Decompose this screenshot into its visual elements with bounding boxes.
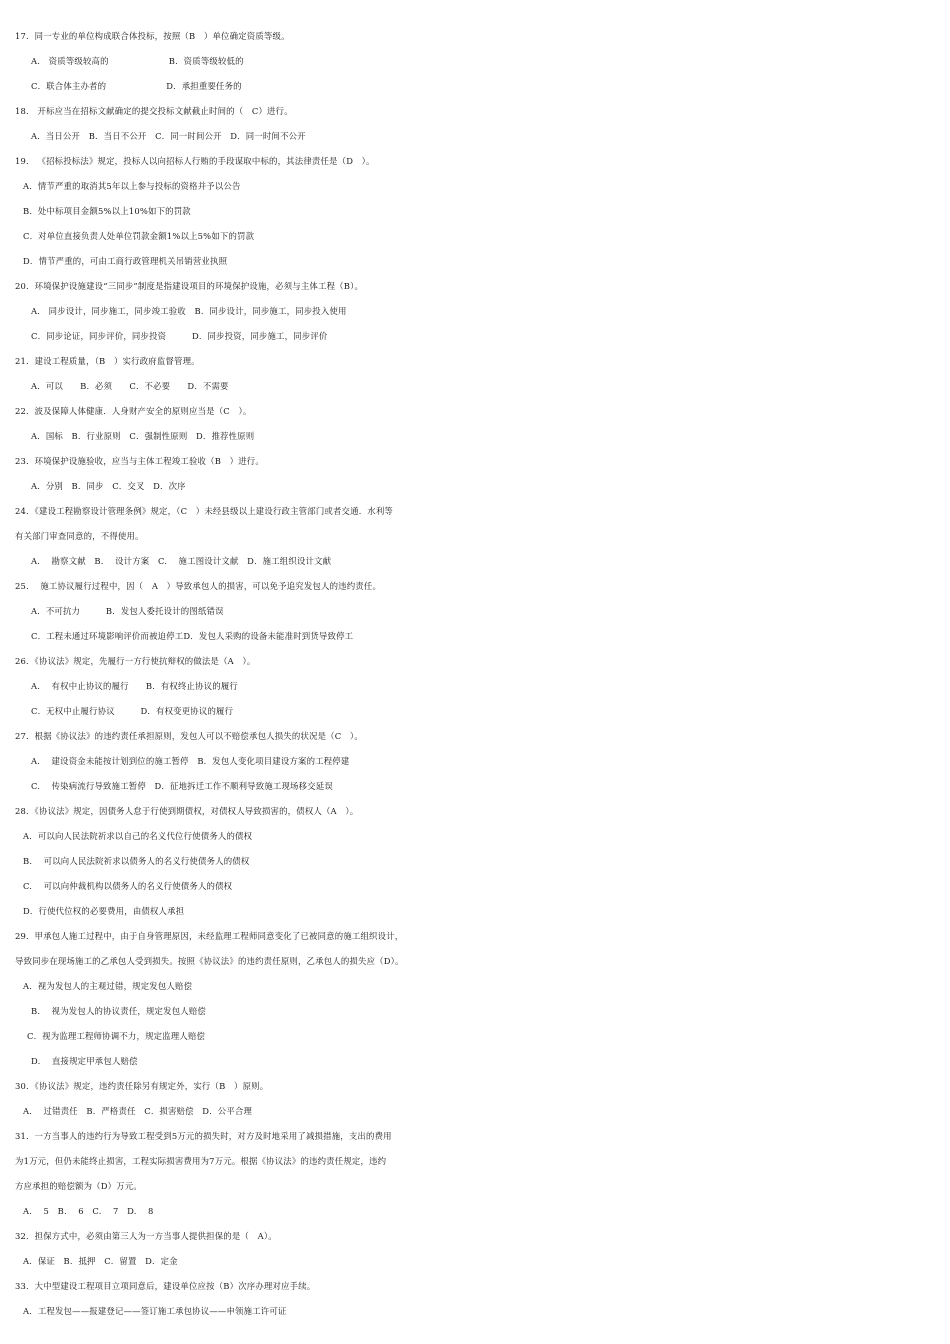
option-line: A．保证 B．抵押 C．留置 D．定金 xyxy=(23,1256,178,1266)
option-line: C. 可以向仲裁机构以债务人的名义行使债务人的债权 xyxy=(23,881,233,891)
option-line: A．不可抗力 B．发包人委托设计的图纸错误 xyxy=(31,606,224,616)
question-18: 18． 开标应当在招标文献确定的提交投标文献截止时间的（ C）进行。 xyxy=(15,106,293,116)
option-line: A．视为发包人的主观过错，规定发包人赔偿 xyxy=(23,981,193,991)
option-line: C．同步论证，同步评价，同步投资 D．同步投资，同步施工，同步评价 xyxy=(31,331,328,341)
question-33: 33．大中型建设工程项目立项同意后，建设单位应按（B）次序办理对应手续。 xyxy=(15,1281,316,1291)
option-line: A．当日公开 B．当日不公开 C．同一时间公开 D．同一时间不公开 xyxy=(31,131,306,141)
option-line: C. 传染病流行导致施工暂停 D．征地拆迁工作不顺利导致施工现场移交延误 xyxy=(31,781,333,791)
option-line: A. 5 B. 6 C. 7 D. 8 xyxy=(23,1206,154,1216)
option-line: C．视为监理工程师协调不力，规定监理人赔偿 xyxy=(27,1031,206,1041)
question-27: 27．根据《协议法》的违约责任承担原则，发包人可以不赔偿承包人损失的状况是（C ）。 xyxy=(15,731,363,741)
question-21: 21．建设工程质量，（B ）实行政府监督管理。 xyxy=(15,356,200,366)
question-31: 31．一方当事人的违约行为导致工程受到5万元的损失时，对方及时地采用了减损措施，支出的费用 xyxy=(15,1131,392,1141)
question-31-continued: 为1万元，但仍未能终止损害，工程实际损害费用为7万元。根据《协议法》的违约责任规定，违约 xyxy=(15,1156,387,1166)
question-22: 22．波及保障人体健康．人身财产安全的原则应当是（C ）。 xyxy=(15,406,252,416)
question-25: 25. 施工协议履行过程中，因（ A ）导致承包人的损害，可以免予追究发包人的违约责任。 xyxy=(15,581,382,591)
question-32: 32．担保方式中，必须由第三人为一方当事人提供担保的是（ A）。 xyxy=(15,1231,277,1241)
option-line: A．国标 B．行业原则 C．强制性原则 D．推荐性原则 xyxy=(31,431,255,441)
question-26: 26．《协议法》规定，先履行一方行使抗辩权的做法是（A ）。 xyxy=(15,656,256,666)
option-line: A. 资质等级较高的 B．资质等级较低的 xyxy=(31,56,244,66)
option-line: A. 勘察文献 B. 设计方案 C. 施工图设计文献 D．施工组织设计文献 xyxy=(31,556,332,566)
option-line: C．无权中止履行协议 D．有权变更协议的履行 xyxy=(31,706,234,716)
question-23: 23．环境保护设施验收，应当与主体工程竣工验收（B ）进行。 xyxy=(15,456,264,466)
option-line: A．工程发包——报建登记——签订施工承包协议——申领施工许可证 xyxy=(23,1306,287,1316)
question-29-continued: 导致同步在现场施工的乙承包人受到损失。按照《协议法》的违约责任原则，乙承包人的损失应（D）。 xyxy=(15,956,404,966)
question-24-continued: 有关部门审查同意的，不得使用。 xyxy=(15,531,144,541)
option-line: A．可以 B．必须 C．不必要 D．不需要 xyxy=(31,381,229,391)
option-line: A. 有权中止协议的履行 B．有权终止协议的履行 xyxy=(31,681,238,691)
question-31-continued: 方应承担的赔偿额为（D）万元。 xyxy=(15,1181,142,1191)
option-line: B. 视为发包人的协议责任，规定发包人赔偿 xyxy=(31,1006,207,1016)
option-line: C．工程未通过环境影响评价而被迫停工D．发包人采购的设备未能准时到货导致停工 xyxy=(31,631,354,641)
option-line: B．处中标项目金额5%以上10%如下的罚款 xyxy=(23,206,191,216)
option-line: D. 直接规定甲承包人赔偿 xyxy=(31,1056,138,1066)
question-29: 29．甲承包人施工过程中，由于自身管理原因，未经监理工程师同意变化了已被同意的施工组织设计， xyxy=(15,931,404,941)
option-line: C．对单位直接负责人处单位罚款金额1%以上5%如下的罚款 xyxy=(23,231,255,241)
option-line: A. 建设资金未能按计划到位的施工暂停 B．发包人变化项目建设方案的工程停建 xyxy=(31,756,350,766)
option-line: A．情节严重的取消其5年以上参与投标的资格并予以公告 xyxy=(23,181,241,191)
question-28: 28．《协议法》规定，因债务人怠于行使到期债权，对债权人导致损害的，债权人（A ）。 xyxy=(15,806,359,816)
question-20: 20．环境保护设施建设“三同步”制度是指建设项目的环境保护设施，必须与主体工程（B）。 xyxy=(15,281,364,291)
question-24: 24．《建设工程勘察设计管理条例》规定，（C ）未经县级以上建设行政主管部门或者交通．水利等 xyxy=(15,506,393,516)
option-line: B. 可以向人民法院祈求以债务人的名义行使债务人的债权 xyxy=(23,856,250,866)
question-30: 30．《协议法》规定，违约责任除另有规定外，实行（B ）原则。 xyxy=(15,1081,269,1091)
option-line: A．分别 B．同步 C．交叉 D．次序 xyxy=(31,481,186,491)
option-line: D．行使代位权的必要费用，由债权人承担 xyxy=(23,906,185,916)
option-line: A．可以向人民法院祈求以自己的名义代位行使债务人的债权 xyxy=(23,831,253,841)
question-19: 19． 《招标投标法》规定，投标人以向招标人行贿的手段谋取中标的，其法律责任是（D ）。 xyxy=(15,156,375,166)
option-line: A. 过错责任 B．严格责任 C．损害赔偿 D．公平合理 xyxy=(23,1106,253,1116)
option-line: C．联合体主办者的 D．承担重要任务的 xyxy=(31,81,242,91)
option-line: D．情节严重的，可由工商行政管理机关吊销营业执照 xyxy=(23,256,228,266)
question-17: 17．同一专业的单位构成联合体投标，按照（B ）单位确定资质等级。 xyxy=(15,31,290,41)
option-line: A. 同步设计，同步施工，同步竣工验收 B．同步设计，同步施工，同步投入使用 xyxy=(31,306,347,316)
